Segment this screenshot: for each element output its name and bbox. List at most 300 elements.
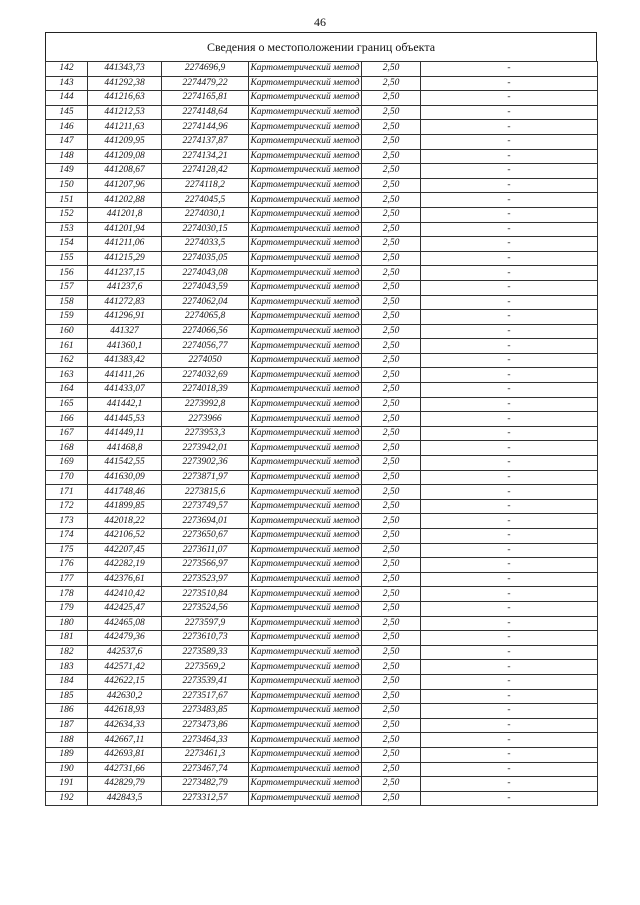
x-coordinate-cell: 442479,36 <box>88 631 162 646</box>
method-cell: Картометрический метод <box>249 558 362 573</box>
point-number-cell: 192 <box>46 791 88 806</box>
description-cell: - <box>421 499 598 514</box>
point-number-cell: 187 <box>46 718 88 733</box>
description-cell: - <box>421 412 598 427</box>
point-number-cell: 147 <box>46 134 88 149</box>
table-row <box>46 266 598 281</box>
description-cell: - <box>421 149 598 164</box>
point-number-cell: 151 <box>46 193 88 208</box>
table-row <box>46 456 598 471</box>
description-cell: - <box>421 631 598 646</box>
x-coordinate-cell: 441630,09 <box>88 470 162 485</box>
point-number-cell: 157 <box>46 280 88 295</box>
point-number-cell: 182 <box>46 645 88 660</box>
table-row <box>46 397 598 412</box>
x-coordinate-cell: 441411,26 <box>88 368 162 383</box>
method-cell: Картометрический метод <box>249 704 362 719</box>
point-number-cell: 156 <box>46 266 88 281</box>
method-cell: Картометрический метод <box>249 120 362 135</box>
y-coordinate-cell: 2273464,33 <box>162 733 249 748</box>
x-coordinate-cell: 441360,1 <box>88 339 162 354</box>
accuracy-cell: 2,50 <box>362 105 421 120</box>
x-coordinate-cell: 441343,73 <box>88 62 162 77</box>
y-coordinate-cell: 2274066,56 <box>162 324 249 339</box>
point-number-cell: 185 <box>46 689 88 704</box>
method-cell: Картометрический метод <box>249 660 362 675</box>
table-row <box>46 62 598 77</box>
method-cell: Картометрический метод <box>249 134 362 149</box>
table-row <box>46 76 598 91</box>
x-coordinate-cell: 442622,15 <box>88 674 162 689</box>
description-cell: - <box>421 280 598 295</box>
accuracy-cell: 2,50 <box>362 587 421 602</box>
accuracy-cell: 2,50 <box>362 310 421 325</box>
method-cell: Картометрический метод <box>249 631 362 646</box>
y-coordinate-cell: 2273902,36 <box>162 456 249 471</box>
description-cell: - <box>421 91 598 106</box>
y-coordinate-cell: 2273566,97 <box>162 558 249 573</box>
point-number-cell: 176 <box>46 558 88 573</box>
coordinates-table <box>45 61 598 806</box>
x-coordinate-cell: 442693,81 <box>88 747 162 762</box>
y-coordinate-cell: 2274134,21 <box>162 149 249 164</box>
x-coordinate-cell: 441442,1 <box>88 397 162 412</box>
description-cell: - <box>421 178 598 193</box>
description-cell: - <box>421 397 598 412</box>
accuracy-cell: 2,50 <box>362 718 421 733</box>
accuracy-cell: 2,50 <box>362 76 421 91</box>
description-cell: - <box>421 645 598 660</box>
accuracy-cell: 2,50 <box>362 558 421 573</box>
x-coordinate-cell: 442465,08 <box>88 616 162 631</box>
description-cell: - <box>421 777 598 792</box>
point-number-cell: 172 <box>46 499 88 514</box>
point-number-cell: 143 <box>46 76 88 91</box>
method-cell: Картометрический метод <box>249 441 362 456</box>
accuracy-cell: 2,50 <box>362 631 421 646</box>
description-cell: - <box>421 762 598 777</box>
accuracy-cell: 2,50 <box>362 339 421 354</box>
accuracy-cell: 2,50 <box>362 237 421 252</box>
method-cell: Картометрический метод <box>249 747 362 762</box>
accuracy-cell: 2,50 <box>362 324 421 339</box>
x-coordinate-cell: 442731,66 <box>88 762 162 777</box>
description-cell: - <box>421 733 598 748</box>
table-row <box>46 601 598 616</box>
y-coordinate-cell: 2274018,39 <box>162 383 249 398</box>
accuracy-cell: 2,50 <box>362 91 421 106</box>
x-coordinate-cell: 442843,5 <box>88 791 162 806</box>
accuracy-cell: 2,50 <box>362 514 421 529</box>
accuracy-cell: 2,50 <box>362 645 421 660</box>
point-number-cell: 142 <box>46 62 88 77</box>
point-number-cell: 161 <box>46 339 88 354</box>
description-cell: - <box>421 558 598 573</box>
x-coordinate-cell: 442618,93 <box>88 704 162 719</box>
table-row <box>46 704 598 719</box>
x-coordinate-cell: 441201,94 <box>88 222 162 237</box>
y-coordinate-cell: 2274033,5 <box>162 237 249 252</box>
description-cell: - <box>421 456 598 471</box>
x-coordinate-cell: 441237,6 <box>88 280 162 295</box>
point-number-cell: 190 <box>46 762 88 777</box>
point-number-cell: 160 <box>46 324 88 339</box>
description-cell: - <box>421 105 598 120</box>
method-cell: Картометрический метод <box>249 456 362 471</box>
x-coordinate-cell: 441272,83 <box>88 295 162 310</box>
y-coordinate-cell: 2273482,79 <box>162 777 249 792</box>
description-cell: - <box>421 426 598 441</box>
y-coordinate-cell: 2273569,2 <box>162 660 249 675</box>
point-number-cell: 173 <box>46 514 88 529</box>
accuracy-cell: 2,50 <box>362 660 421 675</box>
method-cell: Картометрический метод <box>249 266 362 281</box>
accuracy-cell: 2,50 <box>362 601 421 616</box>
y-coordinate-cell: 2274045,5 <box>162 193 249 208</box>
description-cell: - <box>421 251 598 266</box>
table-row <box>46 689 598 704</box>
description-cell: - <box>421 266 598 281</box>
x-coordinate-cell: 441899,85 <box>88 499 162 514</box>
table-row <box>46 514 598 529</box>
method-cell: Картометрический метод <box>249 616 362 631</box>
table-row <box>46 295 598 310</box>
method-cell: Картометрический метод <box>249 499 362 514</box>
description-cell: - <box>421 207 598 222</box>
accuracy-cell: 2,50 <box>362 777 421 792</box>
method-cell: Картометрический метод <box>249 251 362 266</box>
x-coordinate-cell: 441445,53 <box>88 412 162 427</box>
y-coordinate-cell: 2274043,59 <box>162 280 249 295</box>
point-number-cell: 145 <box>46 105 88 120</box>
y-coordinate-cell: 2273539,41 <box>162 674 249 689</box>
y-coordinate-cell: 2273473,86 <box>162 718 249 733</box>
x-coordinate-cell: 441209,08 <box>88 149 162 164</box>
accuracy-cell: 2,50 <box>362 529 421 544</box>
point-number-cell: 181 <box>46 631 88 646</box>
description-cell: - <box>421 543 598 558</box>
y-coordinate-cell: 2273483,85 <box>162 704 249 719</box>
method-cell: Картометрический метод <box>249 222 362 237</box>
y-coordinate-cell: 2273749,57 <box>162 499 249 514</box>
accuracy-cell: 2,50 <box>362 426 421 441</box>
y-coordinate-cell: 2274165,81 <box>162 91 249 106</box>
table-row <box>46 441 598 456</box>
accuracy-cell: 2,50 <box>362 62 421 77</box>
accuracy-cell: 2,50 <box>362 456 421 471</box>
description-cell: - <box>421 747 598 762</box>
description-cell: - <box>421 62 598 77</box>
method-cell: Картометрический метод <box>249 674 362 689</box>
table-row <box>46 543 598 558</box>
point-number-cell: 184 <box>46 674 88 689</box>
x-coordinate-cell: 441748,46 <box>88 485 162 500</box>
accuracy-cell: 2,50 <box>362 295 421 310</box>
point-number-cell: 152 <box>46 207 88 222</box>
method-cell: Картометрический метод <box>249 237 362 252</box>
table-row <box>46 529 598 544</box>
method-cell: Картометрический метод <box>249 777 362 792</box>
x-coordinate-cell: 441327 <box>88 324 162 339</box>
y-coordinate-cell: 2274065,8 <box>162 310 249 325</box>
description-cell: - <box>421 704 598 719</box>
point-number-cell: 170 <box>46 470 88 485</box>
table-row <box>46 178 598 193</box>
method-cell: Картометрический метод <box>249 689 362 704</box>
description-cell: - <box>421 689 598 704</box>
boundary-table-sheet <box>45 32 597 806</box>
x-coordinate-cell: 442282,19 <box>88 558 162 573</box>
y-coordinate-cell: 2273650,67 <box>162 529 249 544</box>
y-coordinate-cell: 2273523,97 <box>162 572 249 587</box>
description-cell: - <box>421 470 598 485</box>
table-row <box>46 120 598 135</box>
point-number-cell: 171 <box>46 485 88 500</box>
table-row <box>46 412 598 427</box>
point-number-cell: 164 <box>46 383 88 398</box>
description-cell: - <box>421 572 598 587</box>
y-coordinate-cell: 2273611,07 <box>162 543 249 558</box>
point-number-cell: 178 <box>46 587 88 602</box>
y-coordinate-cell: 2273461,3 <box>162 747 249 762</box>
y-coordinate-cell: 2274062,04 <box>162 295 249 310</box>
point-number-cell: 179 <box>46 601 88 616</box>
method-cell: Картометрический метод <box>249 397 362 412</box>
point-number-cell: 154 <box>46 237 88 252</box>
x-coordinate-cell: 441296,91 <box>88 310 162 325</box>
method-cell: Картометрический метод <box>249 91 362 106</box>
method-cell: Картометрический метод <box>249 76 362 91</box>
description-cell: - <box>421 295 598 310</box>
method-cell: Картометрический метод <box>249 718 362 733</box>
method-cell: Картометрический метод <box>249 178 362 193</box>
y-coordinate-cell: 2274030,15 <box>162 222 249 237</box>
description-cell: - <box>421 324 598 339</box>
accuracy-cell: 2,50 <box>362 762 421 777</box>
table-row <box>46 237 598 252</box>
description-cell: - <box>421 339 598 354</box>
description-cell: - <box>421 222 598 237</box>
table-row <box>46 251 598 266</box>
point-number-cell: 167 <box>46 426 88 441</box>
point-number-cell: 168 <box>46 441 88 456</box>
page-number: 46 <box>314 15 326 29</box>
method-cell: Картометрический метод <box>249 412 362 427</box>
table-row <box>46 91 598 106</box>
description-cell: - <box>421 514 598 529</box>
x-coordinate-cell: 442667,11 <box>88 733 162 748</box>
accuracy-cell: 2,50 <box>362 266 421 281</box>
x-coordinate-cell: 442634,33 <box>88 718 162 733</box>
y-coordinate-cell: 2273312,57 <box>162 791 249 806</box>
y-coordinate-cell: 2274479,22 <box>162 76 249 91</box>
accuracy-cell: 2,50 <box>362 499 421 514</box>
description-cell: - <box>421 529 598 544</box>
accuracy-cell: 2,50 <box>362 368 421 383</box>
point-number-cell: 166 <box>46 412 88 427</box>
point-number-cell: 191 <box>46 777 88 792</box>
x-coordinate-cell: 441542,55 <box>88 456 162 471</box>
table-row <box>46 718 598 733</box>
point-number-cell: 186 <box>46 704 88 719</box>
table-row <box>46 777 598 792</box>
y-coordinate-cell: 2274137,87 <box>162 134 249 149</box>
x-coordinate-cell: 442018,22 <box>88 514 162 529</box>
table-row <box>46 207 598 222</box>
accuracy-cell: 2,50 <box>362 689 421 704</box>
method-cell: Картометрический метод <box>249 426 362 441</box>
table-row <box>46 164 598 179</box>
table-title: Сведения о местоположении границ объекта <box>45 32 597 61</box>
table-row <box>46 660 598 675</box>
table-row <box>46 339 598 354</box>
x-coordinate-cell: 441433,07 <box>88 383 162 398</box>
accuracy-cell: 2,50 <box>362 207 421 222</box>
y-coordinate-cell: 2273610,73 <box>162 631 249 646</box>
point-number-cell: 175 <box>46 543 88 558</box>
accuracy-cell: 2,50 <box>362 704 421 719</box>
accuracy-cell: 2,50 <box>362 747 421 762</box>
point-number-cell: 180 <box>46 616 88 631</box>
accuracy-cell: 2,50 <box>362 178 421 193</box>
description-cell: - <box>421 441 598 456</box>
accuracy-cell: 2,50 <box>362 572 421 587</box>
method-cell: Картометрический метод <box>249 295 362 310</box>
method-cell: Картометрический метод <box>249 339 362 354</box>
method-cell: Картометрический метод <box>249 791 362 806</box>
method-cell: Картометрический метод <box>249 529 362 544</box>
method-cell: Картометрический метод <box>249 280 362 295</box>
y-coordinate-cell: 2274056,77 <box>162 339 249 354</box>
point-number-cell: 158 <box>46 295 88 310</box>
y-coordinate-cell: 2273953,3 <box>162 426 249 441</box>
x-coordinate-cell: 441292,38 <box>88 76 162 91</box>
x-coordinate-cell: 442410,42 <box>88 587 162 602</box>
point-number-cell: 153 <box>46 222 88 237</box>
x-coordinate-cell: 441207,96 <box>88 178 162 193</box>
table-row <box>46 616 598 631</box>
table-row <box>46 149 598 164</box>
accuracy-cell: 2,50 <box>362 470 421 485</box>
description-cell: - <box>421 674 598 689</box>
y-coordinate-cell: 2274144,96 <box>162 120 249 135</box>
description-cell: - <box>421 134 598 149</box>
method-cell: Картометрический метод <box>249 514 362 529</box>
y-coordinate-cell: 2273467,74 <box>162 762 249 777</box>
method-cell: Картометрический метод <box>249 105 362 120</box>
table-row <box>46 193 598 208</box>
point-number-cell: 150 <box>46 178 88 193</box>
method-cell: Картометрический метод <box>249 485 362 500</box>
accuracy-cell: 2,50 <box>362 134 421 149</box>
table-row <box>46 383 598 398</box>
x-coordinate-cell: 441211,06 <box>88 237 162 252</box>
y-coordinate-cell: 2273510,84 <box>162 587 249 602</box>
accuracy-cell: 2,50 <box>362 412 421 427</box>
method-cell: Картометрический метод <box>249 762 362 777</box>
table-row <box>46 587 598 602</box>
table-row <box>46 499 598 514</box>
description-cell: - <box>421 237 598 252</box>
method-cell: Картометрический метод <box>249 733 362 748</box>
x-coordinate-cell: 441201,8 <box>88 207 162 222</box>
description-cell: - <box>421 383 598 398</box>
point-number-cell: 163 <box>46 368 88 383</box>
point-number-cell: 188 <box>46 733 88 748</box>
y-coordinate-cell: 2274043,08 <box>162 266 249 281</box>
table-row <box>46 222 598 237</box>
x-coordinate-cell: 441202,88 <box>88 193 162 208</box>
x-coordinate-cell: 442537,6 <box>88 645 162 660</box>
x-coordinate-cell: 441383,42 <box>88 353 162 368</box>
description-cell: - <box>421 368 598 383</box>
y-coordinate-cell: 2273517,67 <box>162 689 249 704</box>
accuracy-cell: 2,50 <box>362 543 421 558</box>
table-row <box>46 324 598 339</box>
point-number-cell: 159 <box>46 310 88 325</box>
table-row <box>46 762 598 777</box>
x-coordinate-cell: 441216,63 <box>88 91 162 106</box>
table-row <box>46 105 598 120</box>
table-row <box>46 674 598 689</box>
description-cell: - <box>421 485 598 500</box>
x-coordinate-cell: 442829,79 <box>88 777 162 792</box>
x-coordinate-cell: 441209,95 <box>88 134 162 149</box>
description-cell: - <box>421 660 598 675</box>
point-number-cell: 165 <box>46 397 88 412</box>
description-cell: - <box>421 193 598 208</box>
x-coordinate-cell: 442630,2 <box>88 689 162 704</box>
y-coordinate-cell: 2273966 <box>162 412 249 427</box>
y-coordinate-cell: 2273942,01 <box>162 441 249 456</box>
y-coordinate-cell: 2273597,9 <box>162 616 249 631</box>
accuracy-cell: 2,50 <box>362 733 421 748</box>
accuracy-cell: 2,50 <box>362 383 421 398</box>
x-coordinate-cell: 441208,67 <box>88 164 162 179</box>
table-row <box>46 747 598 762</box>
point-number-cell: 155 <box>46 251 88 266</box>
accuracy-cell: 2,50 <box>362 353 421 368</box>
description-cell: - <box>421 587 598 602</box>
table-row <box>46 791 598 806</box>
y-coordinate-cell: 2274050 <box>162 353 249 368</box>
y-coordinate-cell: 2274035,05 <box>162 251 249 266</box>
x-coordinate-cell: 441237,15 <box>88 266 162 281</box>
point-number-cell: 162 <box>46 353 88 368</box>
accuracy-cell: 2,50 <box>362 222 421 237</box>
y-coordinate-cell: 2274032,69 <box>162 368 249 383</box>
y-coordinate-cell: 2273871,97 <box>162 470 249 485</box>
x-coordinate-cell: 442425,47 <box>88 601 162 616</box>
method-cell: Картометрический метод <box>249 587 362 602</box>
point-number-cell: 148 <box>46 149 88 164</box>
description-cell: - <box>421 310 598 325</box>
accuracy-cell: 2,50 <box>362 251 421 266</box>
x-coordinate-cell: 441215,29 <box>88 251 162 266</box>
table-row <box>46 353 598 368</box>
method-cell: Картометрический метод <box>249 149 362 164</box>
method-cell: Картометрический метод <box>249 543 362 558</box>
table-row <box>46 485 598 500</box>
accuracy-cell: 2,50 <box>362 674 421 689</box>
accuracy-cell: 2,50 <box>362 441 421 456</box>
accuracy-cell: 2,50 <box>362 164 421 179</box>
x-coordinate-cell: 442207,45 <box>88 543 162 558</box>
method-cell: Картометрический метод <box>249 572 362 587</box>
point-number-cell: 144 <box>46 91 88 106</box>
x-coordinate-cell: 441449,11 <box>88 426 162 441</box>
accuracy-cell: 2,50 <box>362 485 421 500</box>
